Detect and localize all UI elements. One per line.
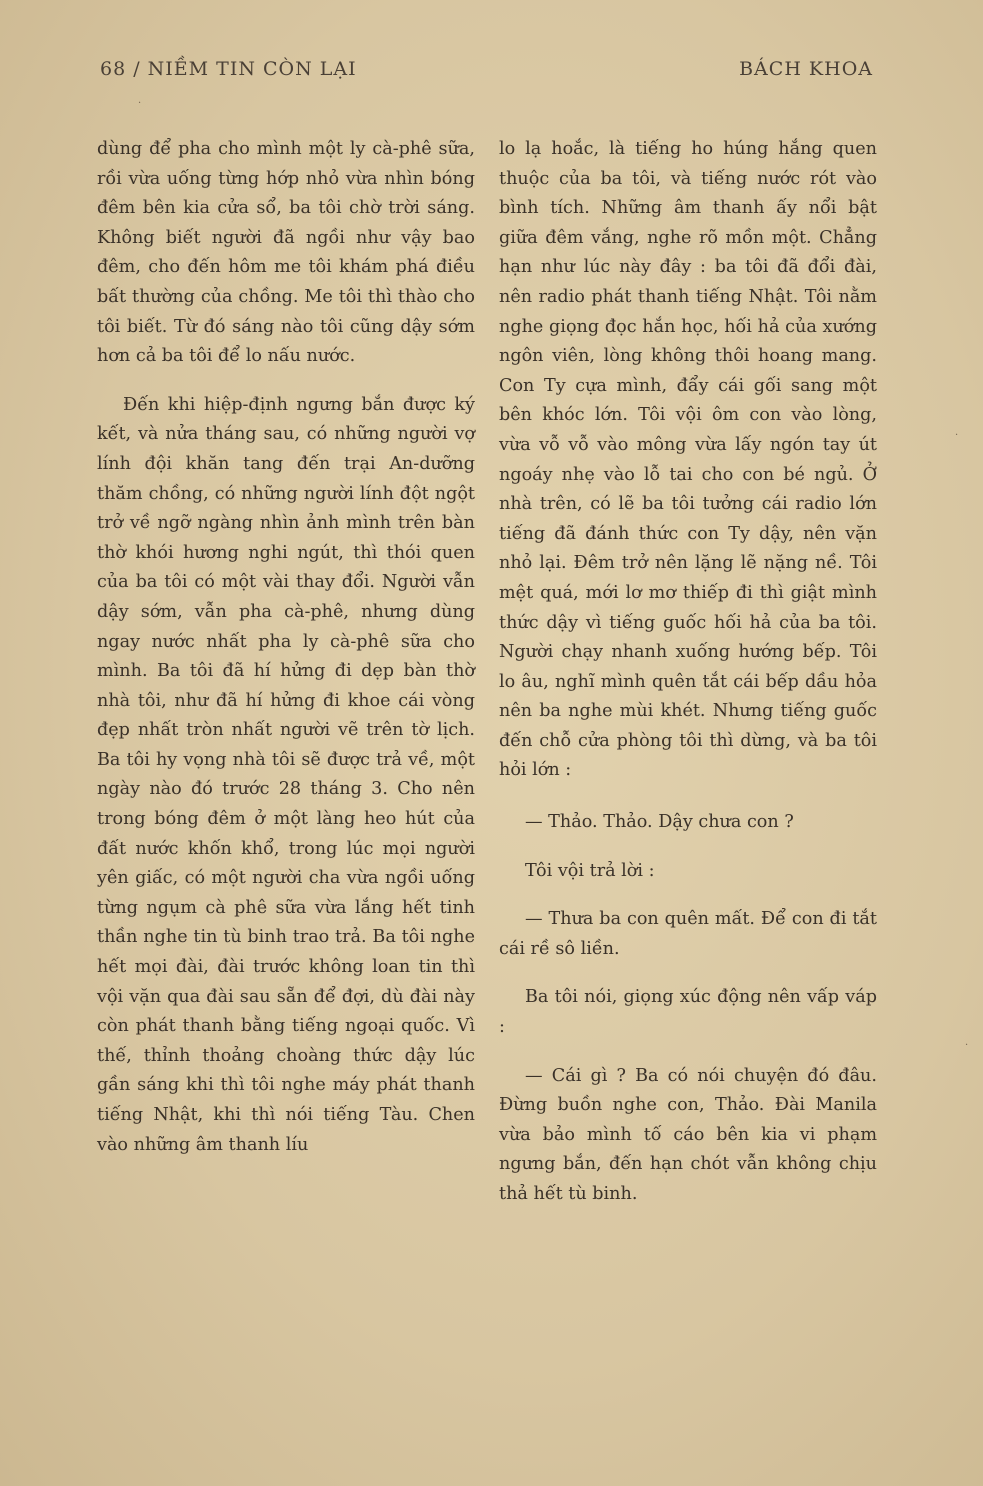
paragraph: lo lạ hoắc, là tiếng ho húng hắng quen thuộc của ba tôi, và tiếng nước rót vào bình tích. Những âm thanh ấy nổi bật giữa đêm vắng, nghe rõ mồn một. Chẳng hạn như lúc này đây : ba tôi đã đổi đài, nên radio phát thanh tiếng Nhật. Tôi nằm nghe giọng đọc hắn học, hối hả của xướng ngôn viên, lòng không thôi hoang mang. Con Ty cựa mình, đẩy cái gối sang một bên khóc lớn. Tôi vội ôm con vào lòng, vừa vỗ vỗ vào mông vừa lấy ngón tay út ngoáy nhẹ vào lỗ tai cho con bé ngủ. Ở nhà trên, có lẽ ba tôi tưởng cái radio lớn tiếng đã đánh thức con Ty dậy, nên vặn nhỏ lại. Đêm trở nên lặng lẽ nặng nề. Tôi mệt quá, mới lơ mơ thiếp đi thì giật mình thức dậy vì tiếng guốc hối hả của ba tôi. Người chạy nhanh xuống hướng bếp. Tôi lo âu, nghĩ mình quên tắt cái bếp dầu hỏa nên ba nghe mùi khét. Nhưng tiếng guốc đến chỗ cửa phòng tôi thì dừng, và ba tôi hỏi lớn :	[499, 139, 877, 781]
paper-speck: ·	[138, 98, 142, 109]
paragraph: Ba tôi nói, giọng xúc động nên vấp váp :	[499, 987, 877, 1038]
paragraph: Tôi vội trả lời :	[525, 860, 655, 881]
page-number-title: 68 / NIỀM TIN CÒN LẠI	[100, 58, 357, 80]
magazine-name: BÁCH KHOA	[739, 58, 873, 80]
dialogue-line: — Thưa ba con quên mất. Để con đi tắt cái rề sô liền.	[499, 909, 877, 959]
dialogue-line: — Cái gì ? Ba có nói chuyện đó đâu. Đừng buồn nghe con, Thảo. Đài Manila vừa bảo mình tố cáo bên kia vi phạm ngưng bắn, đến hạn chót vẫn không chịu thả hết tù binh.	[499, 1065, 877, 1204]
paper-speck: ·	[955, 430, 959, 441]
paper-speck: ·	[965, 1040, 969, 1051]
dialogue-line: — Thảo. Thảo. Dậy chưa con ?	[525, 812, 794, 833]
right-column	[499, 135, 877, 1229]
paragraph: dùng để pha cho mình một ly cà-phê sữa, rồi vừa uống từng hớp nhỏ vừa nhìn bóng đêm bên kia cửa sổ, ba tôi chờ trời sáng. Không biết người đã ngồi như vậy bao đêm, cho đến hôm me tôi khám phá điều bất thường của chồng. Me tôi thì thào cho tôi biết. Từ đó sáng nào tôi cũng dậy sớm hơn cả ba tôi để lo nấu nước.	[97, 139, 475, 367]
left-column	[97, 135, 475, 1179]
running-header	[100, 58, 873, 80]
paragraph: Đến khi hiệp-định ngưng bắn được ký kết, và nửa tháng sau, có những người vợ lính đội khăn tang đến trại An-dưỡng thăm chồng, có những người lính đột ngột trở về ngỡ ngàng nhìn ảnh mình trên bàn thờ khói hương nghi ngút, thì thói quen của ba tôi có một vài thay đổi. Người vẫn dậy sớm, vẫn pha cà-phê, nhưng dùng ngay nước nhất pha ly cà-phê sữa cho mình. Ba tôi đã hí hửng đi dẹp bàn thờ nhà tôi, như đã hí hửng đi khoe cái vòng đẹp nhất tròn nhất người vẽ trên tờ lịch. Ba tôi hy vọng nhà tôi sẽ được trả về, một ngày nào đó trước 28 tháng 3. Cho nên trong bóng đêm ở một làng heo hút của đất nước khốn khổ, trong lúc mọi người yên giấc, có một người cha vừa ngồi uống từng ngụm cà phê sữa vừa lắng hết tinh thần nghe tin tù binh trao trả. Ba tôi nghe hết mọi đài, đài trước không loan tin thì vội vặn qua đài sau sẵn để đợi, dù đài này còn phát thanh bằng tiếng ngoại quốc. Vì thế, thỉnh thoảng choàng thức dậy lúc gần sáng khi thì tôi nghe máy phát thanh tiếng Nhật, khi thì nói tiếng Tàu. Chen vào những âm thanh líu	[97, 394, 475, 1155]
